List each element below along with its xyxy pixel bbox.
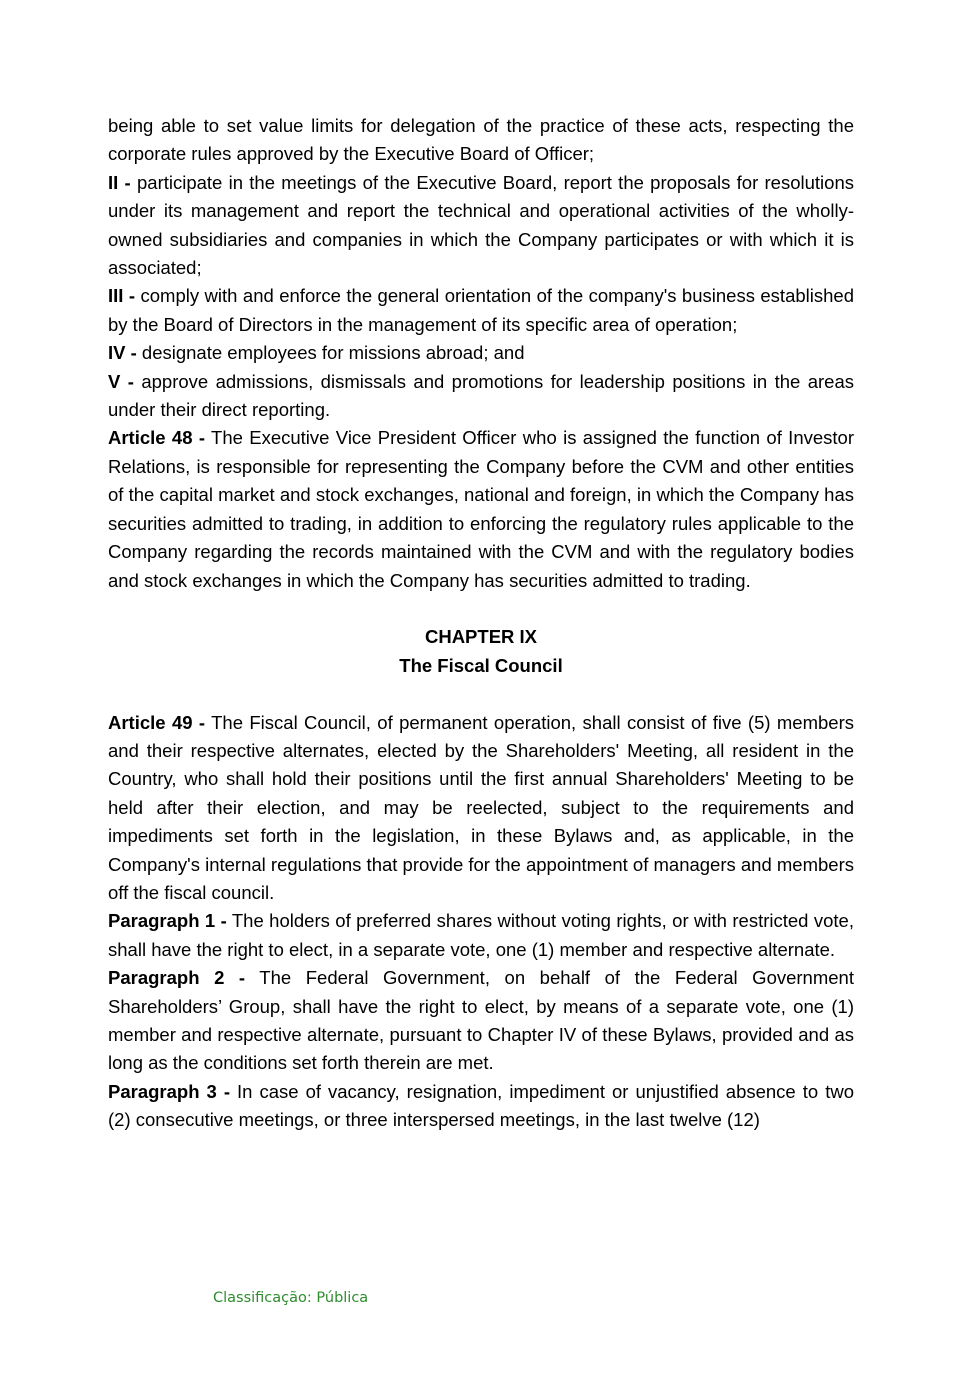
item-label: V - bbox=[108, 370, 134, 392]
paragraph-1 bbox=[108, 907, 854, 964]
paragraph-text: The Federal Government, on behalf of the Federal Government Shareholders’ Group, shall have the right to elect, by means of a separate vote, one (1) member and respective alternate, pursuant to Chapter IV of these Bylaws, provided and as long as the conditions set forth therein are met. bbox=[108, 967, 854, 1074]
document-page bbox=[108, 112, 854, 1135]
item-text: comply with and enforce the general orientation of the company's business established by the Board of Directors in the management of its specific area of operation; bbox=[108, 285, 854, 335]
paragraph-label: Paragraph 1 - bbox=[108, 910, 227, 932]
paragraph-label: Paragraph 3 - bbox=[108, 1080, 230, 1102]
item-iii bbox=[108, 282, 854, 339]
paragraph-text: being able to set value limits for delegation of the practice of these acts, respecting the corporate rules approved by the Executive Board of Officer; bbox=[108, 115, 854, 165]
article-text: The Executive Vice President Officer who is assigned the function of Investor Relations, is responsible for representing the Company before the CVM and other entities of the capital market and stock exchanges, national and foreign, in which the Company has securities admitted to trading, in addition to enforcing the regulatory rules applicable to the Company regarding the records maintained with the CVM and with the regulatory bodies and stock exchanges in which the Company has securities admitted to trading. bbox=[108, 427, 854, 591]
paragraph-label: Paragraph 2 - bbox=[108, 967, 246, 989]
item-text: designate employees for missions abroad; and bbox=[136, 342, 525, 364]
classification-footer: Classificação: Pública bbox=[213, 1290, 369, 1306]
item-text: approve admissions, dismissals and promotions for leadership positions in the areas under their direct reporting. bbox=[108, 370, 855, 421]
article-48 bbox=[108, 424, 854, 594]
item-iv bbox=[108, 339, 854, 367]
item-label: III - bbox=[108, 285, 136, 307]
paragraph-text: In case of vacancy, resignation, impediment or unjustified absence to two (2) consecutive meetings, or three interspersed meetings, in the last twelve (12) bbox=[108, 1080, 854, 1131]
paragraph-2 bbox=[108, 964, 854, 1078]
article-label: Article 48 - bbox=[108, 427, 206, 449]
article-49 bbox=[108, 709, 854, 908]
paragraph-3 bbox=[108, 1078, 854, 1135]
item-label: IV - bbox=[108, 342, 137, 364]
chapter-heading bbox=[108, 623, 854, 680]
article-label: Article 49 - bbox=[108, 711, 206, 733]
paragraph-continuation bbox=[108, 112, 854, 169]
article-text: The Fiscal Council, of permanent operation, shall consist of five (5) members and their respective alternates, elected by the Shareholders' Meeting, all resident in the Country, who shall hold their positions until the first annual Shareholders' Meeting to be held after their election, and may be reelected, subject to the requirements and impediments set forth in the legislation, in these Bylaws and, as applicable, in the Company's internal regulations that provide for the appointment of managers and members off the fiscal council. bbox=[108, 711, 854, 903]
chapter-title: The Fiscal Council bbox=[399, 654, 563, 676]
item-text: participate in the meetings of the Executive Board, report the proposals for resolutions under its management and report the technical and operational activities of the wholly-owned subsidiaries and companies in which the Company participates or with which it is associated; bbox=[108, 171, 854, 279]
item-label: II - bbox=[108, 171, 131, 193]
chapter-number: CHAPTER IX bbox=[424, 626, 538, 648]
paragraph-text: The holders of preferred shares without voting rights, or with restricted vote, shall have the right to elect, in a separate vote, one (1) member and respective alternate. bbox=[108, 910, 854, 960]
item-v bbox=[108, 368, 854, 425]
item-ii bbox=[108, 169, 854, 283]
